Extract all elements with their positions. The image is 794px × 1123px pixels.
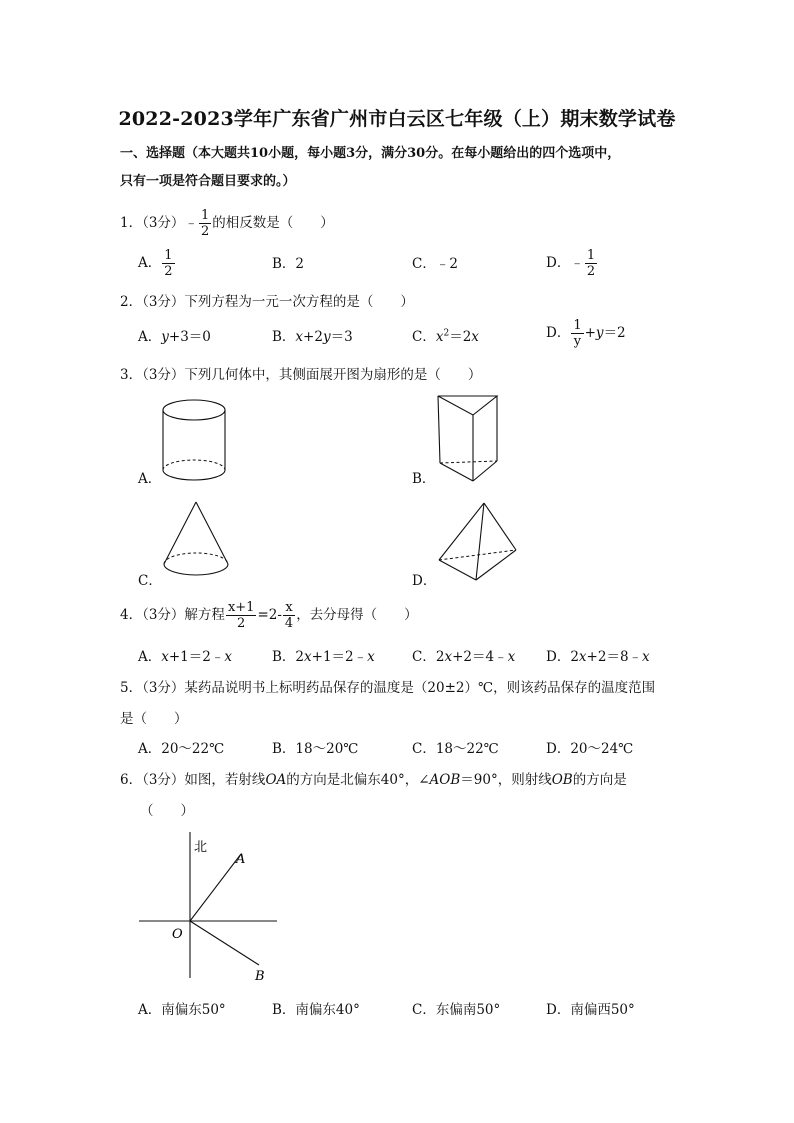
option-label: D． [546, 649, 571, 665]
question-6-middle: 的方向是北偏东40°，∠ [286, 772, 430, 788]
fraction-denominator: y [573, 334, 582, 349]
question-4-prefix: 4．（3分）解方程 [120, 607, 225, 623]
section-line-1: 一、选择题（本大题共10小题，每小题3分，满分30分。在每小题给出的四个选项中， [120, 146, 621, 161]
option-text: 2 [570, 649, 579, 665]
question-4-fraction-2 [283, 600, 295, 631]
angle-aob: AOB [429, 772, 461, 788]
option-label: C． [412, 329, 436, 345]
q5-option-c[interactable]: C．18～22℃ [412, 741, 499, 757]
q6-option-b[interactable]: B．南偏东40° [272, 1002, 360, 1018]
question-3: 3．（3分）下列几何体中，其侧面展开图为扇形的是（ ） [120, 367, 482, 383]
option-label: B． [272, 649, 296, 665]
fraction-numerator: x [283, 600, 295, 616]
page-title: 2022-2023学年广东省广州市白云区七年级（上）期末数学试卷 [118, 108, 676, 130]
variable: x [507, 649, 516, 665]
section-line-2: 只有一项是符合题目要求的。） [120, 174, 296, 189]
question-1-tail: 的相反数是（ ） [212, 215, 334, 231]
variable: y [161, 329, 169, 345]
option-label: D． [546, 325, 571, 341]
section-heading [120, 140, 680, 196]
question-6-prefix: 6．（3分）如图，若射线 [120, 772, 266, 788]
fraction-denominator: 2 [200, 224, 210, 239]
option-label: A． [138, 255, 162, 271]
question-2: 2．（3分）下列方程为一元一次方程的是（ ） [120, 294, 414, 310]
fraction-numerator: 1 [200, 208, 210, 223]
option-text: ＝2 [449, 329, 472, 345]
q4-option-b[interactable] [272, 645, 375, 665]
question-6-suffix: 的方向是 [572, 772, 627, 788]
variable: x [161, 649, 169, 665]
ray-ob: OB [551, 772, 573, 788]
option-text: +2 [303, 329, 323, 345]
triangular-prism-figure[interactable] [435, 393, 501, 485]
fraction-numerator: 1 [573, 318, 582, 333]
fraction-denominator: 2 [237, 616, 246, 631]
q3-option-a[interactable]: A． [138, 471, 162, 487]
question-4-fraction-1 [226, 600, 257, 631]
point-b-label: B [255, 969, 265, 984]
option-text: ＝2 [603, 325, 626, 341]
north-label: 北 [194, 840, 208, 855]
option-text: +2＝4﹣ [452, 649, 508, 665]
ray-oa: OA [265, 772, 287, 788]
option-text: +3＝0 [168, 329, 211, 345]
question-1-number: 1．（3分） [120, 215, 185, 231]
variable: x [367, 649, 375, 665]
question-4 [120, 600, 418, 631]
option-text: 2 [435, 649, 445, 665]
option-label: C． [412, 649, 436, 665]
q4-option-d[interactable] [546, 645, 650, 665]
option-text: +1＝2﹣ [168, 649, 225, 665]
variable: x [642, 649, 650, 665]
variable: x [471, 329, 479, 345]
question-6-line-1 [120, 768, 627, 788]
q5-option-b[interactable]: B．18～20℃ [272, 741, 359, 757]
variable: x [224, 649, 232, 665]
triangular-pyramid-figure[interactable] [436, 500, 520, 584]
question-1 [120, 208, 334, 239]
variable: x [578, 649, 587, 665]
q6-option-a[interactable]: A．南偏东50° [138, 1002, 226, 1018]
q5-option-a[interactable]: A．20～22℃ [138, 741, 225, 757]
option-label: D．﹣ [546, 255, 584, 271]
question-5-line-2: 是（ ） [120, 711, 188, 727]
question-1-minus: ﹣ [184, 215, 198, 231]
fraction-denominator: 2 [586, 264, 596, 279]
option-d-fraction [571, 318, 583, 349]
question-4-suffix: ，去分母得（ ） [296, 607, 418, 623]
point-a-label: A [236, 852, 246, 867]
question-6-line-2: （ ） [140, 803, 194, 819]
q3-option-c[interactable]: C． [138, 573, 162, 589]
cylinder-figure[interactable] [160, 398, 230, 484]
q4-option-a[interactable] [138, 645, 232, 665]
q2-option-b[interactable] [272, 325, 353, 345]
q1-option-c[interactable]: C．﹣2 [412, 256, 458, 272]
option-text: 2 [295, 649, 305, 665]
q6-option-d[interactable]: D．南偏西50° [546, 1002, 635, 1018]
q2-option-a[interactable] [138, 325, 211, 345]
option-label: A． [138, 329, 162, 345]
option-label: A． [138, 649, 162, 665]
variable: x [444, 649, 453, 665]
option-d-fraction [585, 248, 597, 279]
variable: y [322, 329, 331, 345]
q3-option-d[interactable]: D． [412, 573, 437, 589]
option-a-fraction [162, 248, 174, 279]
q4-option-c[interactable] [412, 645, 515, 665]
point-o-label: O [172, 927, 183, 942]
q5-option-d[interactable]: D．20～24℃ [546, 741, 634, 757]
question-5-line-1: 5．（3分）某药品说明书上标明药品保存的温度是（20±2）℃，则该药品保存的温度范围 [120, 680, 656, 696]
q2-option-d[interactable] [546, 318, 626, 349]
question-1-fraction [199, 208, 211, 239]
fraction-denominator: 2 [164, 264, 173, 279]
fraction-numerator: 1 [164, 248, 173, 263]
option-text: ＝3 [330, 329, 353, 345]
variable: y [595, 325, 604, 341]
cone-figure[interactable] [160, 498, 232, 584]
direction-figure [135, 828, 285, 988]
option-text: +1＝2﹣ [311, 649, 368, 665]
q1-option-b[interactable]: B．2 [272, 256, 305, 272]
option-text: +2＝8﹣ [586, 649, 643, 665]
variable: x [435, 329, 444, 345]
q2-option-c[interactable] [412, 325, 479, 345]
q1-option-a[interactable] [138, 248, 176, 279]
variable: x [304, 649, 312, 665]
variable: x [295, 329, 304, 345]
fraction-numerator: 1 [586, 248, 596, 263]
fraction-denominator: 4 [284, 616, 294, 631]
question-4-middle: =2- [257, 607, 282, 623]
q3-option-b[interactable]: B． [412, 471, 436, 487]
q6-option-c[interactable]: C．东偏南50° [412, 1002, 501, 1018]
option-label: B． [272, 329, 296, 345]
question-6-middle-2: ＝90°，则射线 [460, 772, 552, 788]
option-text: + [584, 325, 596, 341]
fraction-numerator: x+1 [227, 600, 255, 615]
q1-option-d[interactable] [546, 248, 598, 279]
exponent: 2 [443, 328, 450, 339]
